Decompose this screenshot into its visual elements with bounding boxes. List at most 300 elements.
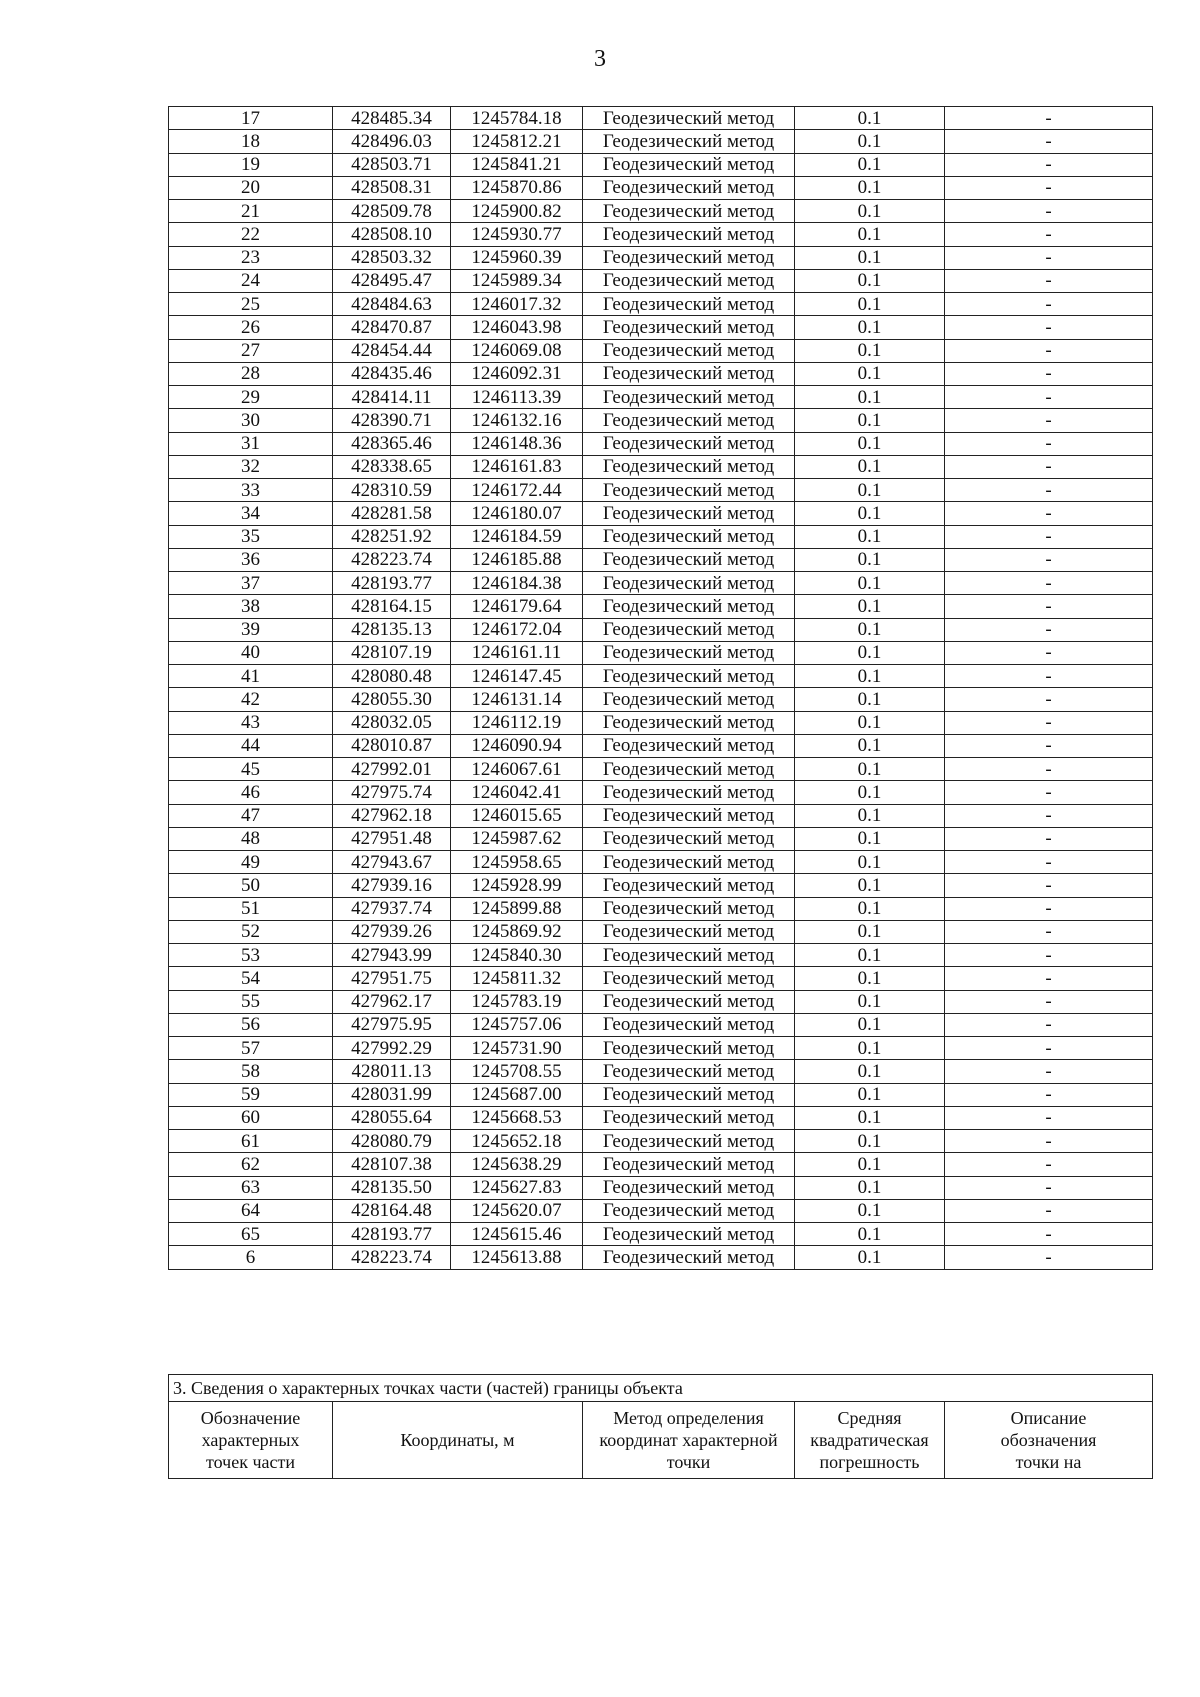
error-cell: 0.1 bbox=[795, 758, 945, 781]
table-row bbox=[169, 967, 1153, 990]
coord-y-cell: 1245930.77 bbox=[451, 223, 583, 246]
description-cell: - bbox=[945, 944, 1153, 967]
point-number-cell: 26 bbox=[169, 316, 333, 339]
table-row bbox=[169, 688, 1153, 711]
header-designation: Обозначение характерных точек части bbox=[169, 1402, 333, 1479]
coord-x-cell: 428485.34 bbox=[333, 107, 451, 130]
description-cell: - bbox=[945, 525, 1153, 548]
point-number-cell: 63 bbox=[169, 1176, 333, 1199]
description-cell: - bbox=[945, 1199, 1153, 1222]
method-cell: Геодезический метод bbox=[583, 1106, 795, 1129]
error-cell: 0.1 bbox=[795, 990, 945, 1013]
coord-x-cell: 428055.64 bbox=[333, 1106, 451, 1129]
point-number-cell: 21 bbox=[169, 200, 333, 223]
description-cell: - bbox=[945, 1153, 1153, 1176]
coord-y-cell: 1246131.14 bbox=[451, 688, 583, 711]
error-cell: 0.1 bbox=[795, 409, 945, 432]
error-cell: 0.1 bbox=[795, 153, 945, 176]
header-method: Метод определения координат характерной точки bbox=[583, 1402, 795, 1479]
coord-x-cell: 427939.16 bbox=[333, 874, 451, 897]
description-cell: - bbox=[945, 688, 1153, 711]
coord-x-cell: 428508.10 bbox=[333, 223, 451, 246]
point-number-cell: 29 bbox=[169, 386, 333, 409]
error-cell: 0.1 bbox=[795, 688, 945, 711]
description-cell: - bbox=[945, 618, 1153, 641]
coord-y-cell: 1246172.44 bbox=[451, 479, 583, 502]
point-number-cell: 43 bbox=[169, 711, 333, 734]
coord-y-cell: 1245870.86 bbox=[451, 176, 583, 199]
point-number-cell: 65 bbox=[169, 1223, 333, 1246]
error-cell: 0.1 bbox=[795, 269, 945, 292]
point-number-cell: 32 bbox=[169, 455, 333, 478]
description-cell: - bbox=[945, 200, 1153, 223]
table-row bbox=[169, 432, 1153, 455]
method-cell: Геодезический метод bbox=[583, 944, 795, 967]
method-cell: Геодезический метод bbox=[583, 362, 795, 385]
method-cell: Геодезический метод bbox=[583, 618, 795, 641]
table-row bbox=[169, 269, 1153, 292]
error-cell: 0.1 bbox=[795, 874, 945, 897]
table-row bbox=[169, 362, 1153, 385]
coord-y-cell: 1246179.64 bbox=[451, 595, 583, 618]
point-number-cell: 35 bbox=[169, 525, 333, 548]
method-cell: Геодезический метод bbox=[583, 200, 795, 223]
method-cell: Геодезический метод bbox=[583, 595, 795, 618]
method-cell: Геодезический метод bbox=[583, 548, 795, 571]
point-number-cell: 55 bbox=[169, 990, 333, 1013]
coord-x-cell: 427937.74 bbox=[333, 897, 451, 920]
description-cell: - bbox=[945, 990, 1153, 1013]
table-row bbox=[169, 1083, 1153, 1106]
coord-y-cell: 1245900.82 bbox=[451, 200, 583, 223]
coord-y-cell: 1246043.98 bbox=[451, 316, 583, 339]
error-cell: 0.1 bbox=[795, 176, 945, 199]
points-table bbox=[168, 106, 1153, 1270]
coord-y-cell: 1245840.30 bbox=[451, 944, 583, 967]
coord-y-cell: 1245708.55 bbox=[451, 1060, 583, 1083]
error-cell: 0.1 bbox=[795, 502, 945, 525]
point-number-cell: 60 bbox=[169, 1106, 333, 1129]
point-number-cell: 23 bbox=[169, 246, 333, 269]
coord-x-cell: 428193.77 bbox=[333, 1223, 451, 1246]
coord-y-cell: 1246090.94 bbox=[451, 734, 583, 757]
method-cell: Геодезический метод bbox=[583, 711, 795, 734]
error-cell: 0.1 bbox=[795, 665, 945, 688]
coord-x-cell: 428470.87 bbox=[333, 316, 451, 339]
method-cell: Геодезический метод bbox=[583, 734, 795, 757]
error-cell: 0.1 bbox=[795, 641, 945, 664]
error-cell: 0.1 bbox=[795, 479, 945, 502]
points-table-body bbox=[169, 107, 1153, 1270]
point-number-cell: 52 bbox=[169, 920, 333, 943]
description-cell: - bbox=[945, 339, 1153, 362]
description-cell: - bbox=[945, 595, 1153, 618]
coord-x-cell: 427975.95 bbox=[333, 1013, 451, 1036]
table-row bbox=[169, 804, 1153, 827]
description-cell: - bbox=[945, 153, 1153, 176]
method-cell: Геодезический метод bbox=[583, 967, 795, 990]
point-number-cell: 17 bbox=[169, 107, 333, 130]
method-cell: Геодезический метод bbox=[583, 130, 795, 153]
table-row bbox=[169, 130, 1153, 153]
error-cell: 0.1 bbox=[795, 1153, 945, 1176]
description-cell: - bbox=[945, 1013, 1153, 1036]
table-row bbox=[169, 107, 1153, 130]
method-cell: Геодезический метод bbox=[583, 1246, 795, 1269]
section-3-title: 3. Сведения о характерных точках части (частей) границы объекта bbox=[169, 1375, 1153, 1402]
error-cell: 0.1 bbox=[795, 967, 945, 990]
method-cell: Геодезический метод bbox=[583, 990, 795, 1013]
point-number-cell: 18 bbox=[169, 130, 333, 153]
table-row bbox=[169, 827, 1153, 850]
method-cell: Геодезический метод bbox=[583, 1176, 795, 1199]
method-cell: Геодезический метод bbox=[583, 1083, 795, 1106]
table-row bbox=[169, 944, 1153, 967]
coord-x-cell: 428164.15 bbox=[333, 595, 451, 618]
coord-y-cell: 1245899.88 bbox=[451, 897, 583, 920]
description-cell: - bbox=[945, 409, 1153, 432]
error-cell: 0.1 bbox=[795, 339, 945, 362]
error-cell: 0.1 bbox=[795, 1246, 945, 1269]
coord-y-cell: 1245731.90 bbox=[451, 1037, 583, 1060]
error-cell: 0.1 bbox=[795, 827, 945, 850]
coord-y-cell: 1245928.99 bbox=[451, 874, 583, 897]
method-cell: Геодезический метод bbox=[583, 432, 795, 455]
coord-x-cell: 427992.01 bbox=[333, 758, 451, 781]
description-cell: - bbox=[945, 734, 1153, 757]
method-cell: Геодезический метод bbox=[583, 572, 795, 595]
description-cell: - bbox=[945, 176, 1153, 199]
coord-x-cell: 427951.75 bbox=[333, 967, 451, 990]
coord-x-cell: 428338.65 bbox=[333, 455, 451, 478]
table-row bbox=[169, 1060, 1153, 1083]
error-cell: 0.1 bbox=[795, 525, 945, 548]
coord-y-cell: 1245613.88 bbox=[451, 1246, 583, 1269]
description-cell: - bbox=[945, 316, 1153, 339]
error-cell: 0.1 bbox=[795, 711, 945, 734]
coord-y-cell: 1245841.21 bbox=[451, 153, 583, 176]
method-cell: Геодезический метод bbox=[583, 688, 795, 711]
method-cell: Геодезический метод bbox=[583, 409, 795, 432]
table-row bbox=[169, 641, 1153, 664]
coord-y-cell: 1245615.46 bbox=[451, 1223, 583, 1246]
description-cell: - bbox=[945, 851, 1153, 874]
point-number-cell: 6 bbox=[169, 1246, 333, 1269]
point-number-cell: 22 bbox=[169, 223, 333, 246]
error-cell: 0.1 bbox=[795, 386, 945, 409]
error-cell: 0.1 bbox=[795, 107, 945, 130]
description-cell: - bbox=[945, 1037, 1153, 1060]
point-number-cell: 50 bbox=[169, 874, 333, 897]
coord-y-cell: 1246132.16 bbox=[451, 409, 583, 432]
description-cell: - bbox=[945, 1083, 1153, 1106]
point-number-cell: 64 bbox=[169, 1199, 333, 1222]
coord-y-cell: 1246180.07 bbox=[451, 502, 583, 525]
point-number-cell: 44 bbox=[169, 734, 333, 757]
coord-x-cell: 428135.13 bbox=[333, 618, 451, 641]
coord-y-cell: 1245960.39 bbox=[451, 246, 583, 269]
coord-x-cell: 428390.71 bbox=[333, 409, 451, 432]
description-cell: - bbox=[945, 920, 1153, 943]
method-cell: Геодезический метод bbox=[583, 386, 795, 409]
coord-x-cell: 428454.44 bbox=[333, 339, 451, 362]
error-cell: 0.1 bbox=[795, 1130, 945, 1153]
coord-x-cell: 428080.79 bbox=[333, 1130, 451, 1153]
point-number-cell: 34 bbox=[169, 502, 333, 525]
table-row bbox=[169, 781, 1153, 804]
coord-x-cell: 427992.29 bbox=[333, 1037, 451, 1060]
description-cell: - bbox=[945, 572, 1153, 595]
coord-y-cell: 1245783.19 bbox=[451, 990, 583, 1013]
error-cell: 0.1 bbox=[795, 920, 945, 943]
header-error: Средняя квадратическая погрешность bbox=[795, 1402, 945, 1479]
table-row bbox=[169, 409, 1153, 432]
error-cell: 0.1 bbox=[795, 548, 945, 571]
table-row bbox=[169, 595, 1153, 618]
table-row bbox=[169, 316, 1153, 339]
table-row bbox=[169, 851, 1153, 874]
point-number-cell: 47 bbox=[169, 804, 333, 827]
method-cell: Геодезический метод bbox=[583, 339, 795, 362]
coord-x-cell: 428193.77 bbox=[333, 572, 451, 595]
point-number-cell: 33 bbox=[169, 479, 333, 502]
coord-x-cell: 427943.67 bbox=[333, 851, 451, 874]
description-cell: - bbox=[945, 1246, 1153, 1269]
point-number-cell: 25 bbox=[169, 293, 333, 316]
coord-y-cell: 1245869.92 bbox=[451, 920, 583, 943]
point-number-cell: 27 bbox=[169, 339, 333, 362]
coord-x-cell: 428107.19 bbox=[333, 641, 451, 664]
description-cell: - bbox=[945, 293, 1153, 316]
point-number-cell: 28 bbox=[169, 362, 333, 385]
error-cell: 0.1 bbox=[795, 897, 945, 920]
coord-x-cell: 428435.46 bbox=[333, 362, 451, 385]
point-number-cell: 58 bbox=[169, 1060, 333, 1083]
method-cell: Геодезический метод bbox=[583, 1037, 795, 1060]
table-row bbox=[169, 455, 1153, 478]
table-row bbox=[169, 246, 1153, 269]
table-row bbox=[169, 479, 1153, 502]
table-row bbox=[169, 339, 1153, 362]
coord-y-cell: 1246184.59 bbox=[451, 525, 583, 548]
description-cell: - bbox=[945, 223, 1153, 246]
description-cell: - bbox=[945, 827, 1153, 850]
coord-y-cell: 1245987.62 bbox=[451, 827, 583, 850]
point-number-cell: 48 bbox=[169, 827, 333, 850]
method-cell: Геодезический метод bbox=[583, 641, 795, 664]
method-cell: Геодезический метод bbox=[583, 897, 795, 920]
table-row bbox=[169, 874, 1153, 897]
section-3-table bbox=[168, 1374, 1153, 1479]
point-number-cell: 30 bbox=[169, 409, 333, 432]
description-cell: - bbox=[945, 641, 1153, 664]
method-cell: Геодезический метод bbox=[583, 153, 795, 176]
coord-x-cell: 427962.18 bbox=[333, 804, 451, 827]
coord-x-cell: 427943.99 bbox=[333, 944, 451, 967]
point-number-cell: 46 bbox=[169, 781, 333, 804]
error-cell: 0.1 bbox=[795, 1037, 945, 1060]
coord-x-cell: 428509.78 bbox=[333, 200, 451, 223]
method-cell: Геодезический метод bbox=[583, 455, 795, 478]
method-cell: Геодезический метод bbox=[583, 1153, 795, 1176]
method-cell: Геодезический метод bbox=[583, 920, 795, 943]
table-row bbox=[169, 572, 1153, 595]
point-number-cell: 59 bbox=[169, 1083, 333, 1106]
coord-y-cell: 1246015.65 bbox=[451, 804, 583, 827]
coord-x-cell: 428496.03 bbox=[333, 130, 451, 153]
point-number-cell: 19 bbox=[169, 153, 333, 176]
error-cell: 0.1 bbox=[795, 1060, 945, 1083]
coord-x-cell: 427975.74 bbox=[333, 781, 451, 804]
error-cell: 0.1 bbox=[795, 595, 945, 618]
table-row bbox=[169, 525, 1153, 548]
table-row bbox=[169, 1223, 1153, 1246]
error-cell: 0.1 bbox=[795, 1013, 945, 1036]
coord-y-cell: 1246092.31 bbox=[451, 362, 583, 385]
coord-y-cell: 1246185.88 bbox=[451, 548, 583, 571]
coord-x-cell: 428164.48 bbox=[333, 1199, 451, 1222]
coord-y-cell: 1245811.32 bbox=[451, 967, 583, 990]
coord-y-cell: 1245687.00 bbox=[451, 1083, 583, 1106]
description-cell: - bbox=[945, 130, 1153, 153]
coord-y-cell: 1245652.18 bbox=[451, 1130, 583, 1153]
method-cell: Геодезический метод bbox=[583, 1013, 795, 1036]
point-number-cell: 41 bbox=[169, 665, 333, 688]
method-cell: Геодезический метод bbox=[583, 176, 795, 199]
coord-y-cell: 1246017.32 bbox=[451, 293, 583, 316]
point-number-cell: 53 bbox=[169, 944, 333, 967]
description-cell: - bbox=[945, 1130, 1153, 1153]
method-cell: Геодезический метод bbox=[583, 269, 795, 292]
table-row bbox=[169, 711, 1153, 734]
coord-x-cell: 428055.30 bbox=[333, 688, 451, 711]
table-row bbox=[169, 293, 1153, 316]
error-cell: 0.1 bbox=[795, 944, 945, 967]
coord-y-cell: 1246161.83 bbox=[451, 455, 583, 478]
coord-x-cell: 428010.87 bbox=[333, 734, 451, 757]
method-cell: Геодезический метод bbox=[583, 1199, 795, 1222]
table-row bbox=[169, 1176, 1153, 1199]
coord-y-cell: 1245812.21 bbox=[451, 130, 583, 153]
coord-y-cell: 1246112.19 bbox=[451, 711, 583, 734]
table-row bbox=[169, 1037, 1153, 1060]
coord-y-cell: 1246069.08 bbox=[451, 339, 583, 362]
coord-x-cell: 428251.92 bbox=[333, 525, 451, 548]
error-cell: 0.1 bbox=[795, 618, 945, 641]
point-number-cell: 56 bbox=[169, 1013, 333, 1036]
error-cell: 0.1 bbox=[795, 130, 945, 153]
description-cell: - bbox=[945, 1176, 1153, 1199]
point-number-cell: 45 bbox=[169, 758, 333, 781]
error-cell: 0.1 bbox=[795, 362, 945, 385]
description-cell: - bbox=[945, 665, 1153, 688]
table-row bbox=[169, 665, 1153, 688]
table-row bbox=[169, 1246, 1153, 1269]
coord-y-cell: 1245784.18 bbox=[451, 107, 583, 130]
method-cell: Геодезический метод bbox=[583, 874, 795, 897]
coord-y-cell: 1245627.83 bbox=[451, 1176, 583, 1199]
description-cell: - bbox=[945, 269, 1153, 292]
method-cell: Геодезический метод bbox=[583, 827, 795, 850]
table-row bbox=[169, 758, 1153, 781]
coord-x-cell: 428080.48 bbox=[333, 665, 451, 688]
table-row bbox=[169, 153, 1153, 176]
error-cell: 0.1 bbox=[795, 246, 945, 269]
table-row bbox=[169, 1106, 1153, 1129]
point-number-cell: 42 bbox=[169, 688, 333, 711]
coord-x-cell: 428495.47 bbox=[333, 269, 451, 292]
error-cell: 0.1 bbox=[795, 200, 945, 223]
error-cell: 0.1 bbox=[795, 572, 945, 595]
table-row bbox=[169, 176, 1153, 199]
error-cell: 0.1 bbox=[795, 804, 945, 827]
description-cell: - bbox=[945, 479, 1153, 502]
coord-x-cell: 428508.31 bbox=[333, 176, 451, 199]
table-row bbox=[169, 223, 1153, 246]
coord-y-cell: 1246113.39 bbox=[451, 386, 583, 409]
error-cell: 0.1 bbox=[795, 734, 945, 757]
table-row bbox=[169, 386, 1153, 409]
method-cell: Геодезический метод bbox=[583, 502, 795, 525]
coord-x-cell: 428031.99 bbox=[333, 1083, 451, 1106]
method-cell: Геодезический метод bbox=[583, 758, 795, 781]
description-cell: - bbox=[945, 897, 1153, 920]
description-cell: - bbox=[945, 781, 1153, 804]
point-number-cell: 57 bbox=[169, 1037, 333, 1060]
error-cell: 0.1 bbox=[795, 223, 945, 246]
coord-y-cell: 1245668.53 bbox=[451, 1106, 583, 1129]
method-cell: Геодезический метод bbox=[583, 293, 795, 316]
coord-y-cell: 1246172.04 bbox=[451, 618, 583, 641]
description-cell: - bbox=[945, 432, 1153, 455]
point-number-cell: 40 bbox=[169, 641, 333, 664]
point-number-cell: 61 bbox=[169, 1130, 333, 1153]
table-row bbox=[169, 502, 1153, 525]
coord-y-cell: 1246067.61 bbox=[451, 758, 583, 781]
coord-x-cell: 428135.50 bbox=[333, 1176, 451, 1199]
coord-y-cell: 1245958.65 bbox=[451, 851, 583, 874]
point-number-cell: 24 bbox=[169, 269, 333, 292]
point-number-cell: 49 bbox=[169, 851, 333, 874]
table-row bbox=[169, 990, 1153, 1013]
coord-y-cell: 1246161.11 bbox=[451, 641, 583, 664]
coord-x-cell: 427951.48 bbox=[333, 827, 451, 850]
error-cell: 0.1 bbox=[795, 316, 945, 339]
method-cell: Геодезический метод bbox=[583, 804, 795, 827]
coord-y-cell: 1245757.06 bbox=[451, 1013, 583, 1036]
description-cell: - bbox=[945, 1060, 1153, 1083]
description-cell: - bbox=[945, 386, 1153, 409]
description-cell: - bbox=[945, 804, 1153, 827]
point-number-cell: 20 bbox=[169, 176, 333, 199]
description-cell: - bbox=[945, 758, 1153, 781]
table-row bbox=[169, 548, 1153, 571]
point-number-cell: 39 bbox=[169, 618, 333, 641]
table-row bbox=[169, 1130, 1153, 1153]
method-cell: Геодезический метод bbox=[583, 316, 795, 339]
error-cell: 0.1 bbox=[795, 455, 945, 478]
table-row bbox=[169, 618, 1153, 641]
coord-x-cell: 428414.11 bbox=[333, 386, 451, 409]
coord-x-cell: 428503.71 bbox=[333, 153, 451, 176]
description-cell: - bbox=[945, 711, 1153, 734]
coord-x-cell: 428107.38 bbox=[333, 1153, 451, 1176]
point-number-cell: 31 bbox=[169, 432, 333, 455]
point-number-cell: 37 bbox=[169, 572, 333, 595]
header-description: Описание обозначения точки на bbox=[945, 1402, 1153, 1479]
point-number-cell: 62 bbox=[169, 1153, 333, 1176]
table-row bbox=[169, 734, 1153, 757]
